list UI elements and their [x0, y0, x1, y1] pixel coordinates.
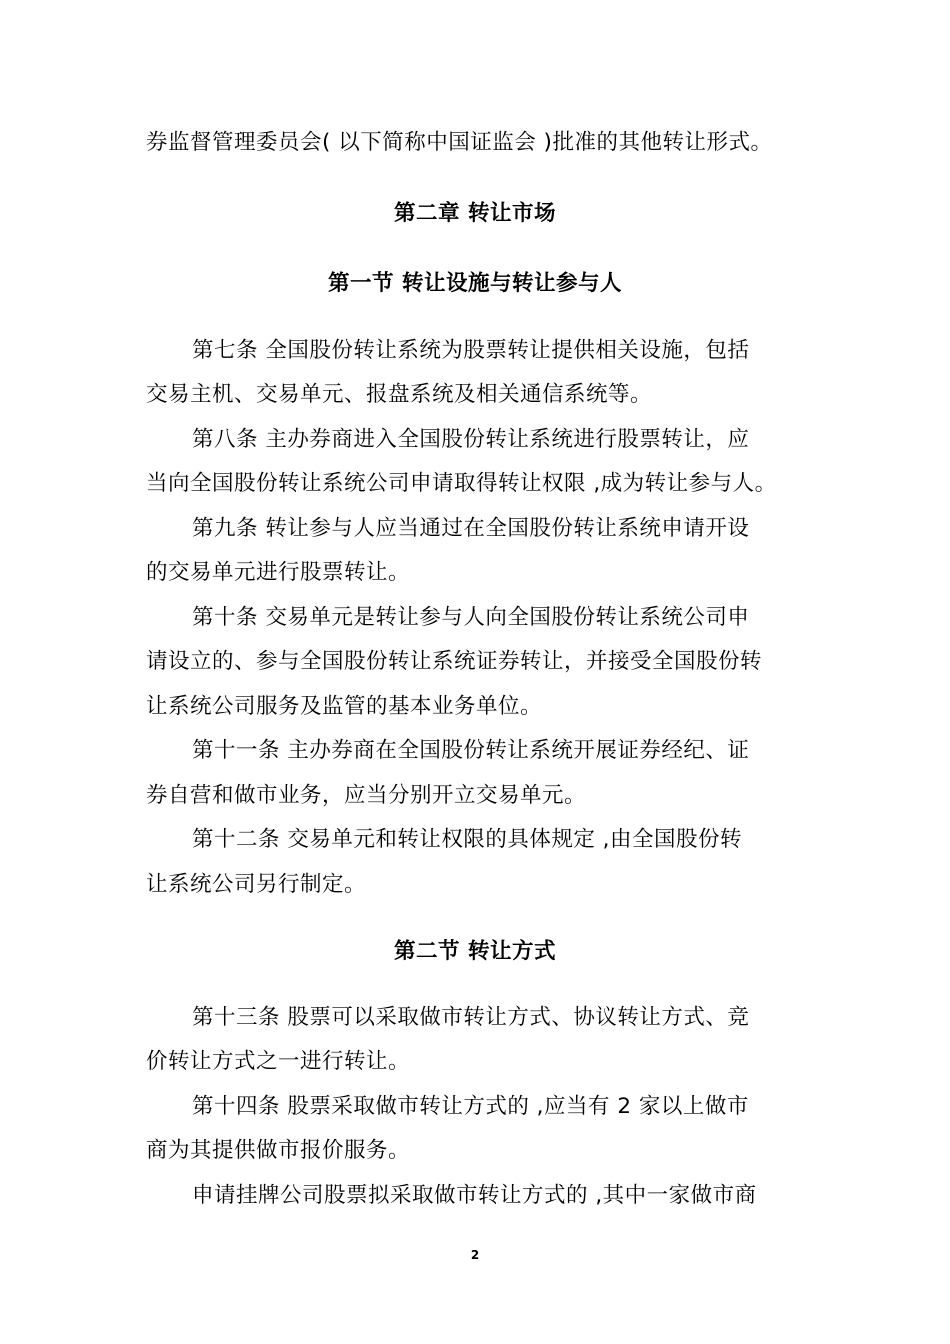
article-8-line-2: 当向全国股份转让系统公司申请取得转让权限 ,成为转让参与人。: [146, 471, 777, 496]
article-11-line-1: 第十一条 主办券商在全国股份转让系统开展证券经纪、证: [192, 738, 750, 763]
article-13-line-1: 第十三条 股票可以采取做市转让方式、协议转让方式、竞: [192, 1005, 750, 1030]
article-10-line-2: 请设立的、参与全国股份转让系统证券转让，并接受全国股份转: [146, 649, 763, 674]
chapter-heading: 第二章 转让市场: [394, 201, 556, 226]
section-heading-2: 第二节 转让方式: [394, 939, 556, 964]
article-13-line-2: 价转让方式之一进行转让。: [146, 1049, 411, 1074]
article-9-line-2: 的交易单元进行股票转让。: [146, 560, 411, 585]
article-14-line-2: 商为其提供做市报价服务。: [146, 1138, 411, 1163]
final-paragraph-line: 申请挂牌公司股票拟采取做市转让方式的 ,其中一家做市商: [192, 1183, 757, 1208]
article-11-line-2: 券自营和做市业务，应当分别开立交易单元。: [146, 783, 587, 808]
section-heading-1: 第一节 转让设施与转让参与人: [328, 271, 622, 296]
article-9-line-1: 第九条 转让参与人应当通过在全国股份转让系统申请开设: [192, 516, 750, 541]
article-10-line-3: 让系统公司服务及监管的基本业务单位。: [146, 694, 543, 719]
article-12-line-1: 第十二条 交易单元和转让权限的具体规定 ,由全国股份转: [192, 827, 743, 852]
article-7-line-1: 第七条 全国股份转让系统为股票转让提供相关设施，包括: [192, 338, 750, 363]
article-14-line-1: 第十四条 股票采取做市转让方式的 ,应当有 2 家以上做市: [192, 1094, 749, 1119]
article-12-line-2: 让系统公司另行制定。: [146, 872, 367, 897]
continued-text-line: 券监督管理委员会( 以下简称中国证监会 )批准的其他转让形式。: [146, 130, 773, 155]
article-10-line-1: 第十条 交易单元是转让参与人向全国股份转让系统公司申: [192, 605, 750, 630]
article-8-line-1: 第八条 主办券商进入全国股份转让系统进行股票转让，应: [192, 427, 750, 452]
article-7-line-2: 交易主机、交易单元、报盘系统及相关通信系统等。: [146, 382, 653, 407]
page-number: 2: [470, 1248, 480, 1262]
